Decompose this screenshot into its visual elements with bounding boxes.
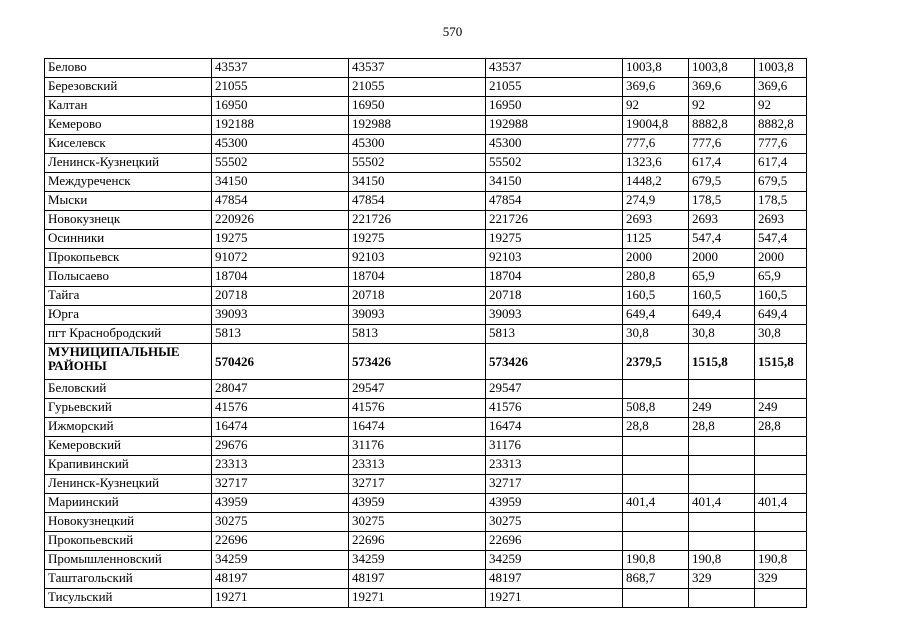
cell-col-6: 92 [689, 97, 755, 116]
table-row [45, 437, 807, 456]
cell-col-6: 160,5 [689, 287, 755, 306]
cell-col-7: 2000 [755, 249, 807, 268]
cell-col-2: 220926 [212, 211, 349, 230]
cell-col-5: 401,4 [623, 494, 689, 513]
cell-col-7: 1515,8 [755, 344, 807, 380]
cell-col-7: 8882,8 [755, 116, 807, 135]
cell-col-4: 221726 [486, 211, 623, 230]
cell-col-3: 19271 [349, 589, 486, 608]
cell-col-4: 21055 [486, 78, 623, 97]
cell-name: Тисульский [45, 589, 212, 608]
cell-col-3: 16950 [349, 97, 486, 116]
cell-col-5: 1003,8 [623, 59, 689, 78]
cell-col-2: 45300 [212, 135, 349, 154]
cell-col-7 [755, 513, 807, 532]
cell-col-3: 34259 [349, 551, 486, 570]
cell-col-6: 28,8 [689, 418, 755, 437]
table-row [45, 456, 807, 475]
cell-col-3: 5813 [349, 325, 486, 344]
cell-col-4: 45300 [486, 135, 623, 154]
table-row [45, 513, 807, 532]
cell-col-7 [755, 437, 807, 456]
cell-col-7: 178,5 [755, 192, 807, 211]
cell-col-6 [689, 475, 755, 494]
cell-col-7: 777,6 [755, 135, 807, 154]
cell-col-2: 39093 [212, 306, 349, 325]
table-row [45, 116, 807, 135]
cell-col-3: 34150 [349, 173, 486, 192]
cell-col-6: 679,5 [689, 173, 755, 192]
cell-col-7: 329 [755, 570, 807, 589]
cell-col-4: 30275 [486, 513, 623, 532]
cell-col-5: 92 [623, 97, 689, 116]
cell-col-3: 23313 [349, 456, 486, 475]
cell-col-3: 45300 [349, 135, 486, 154]
cell-col-4: 34259 [486, 551, 623, 570]
cell-col-4: 43537 [486, 59, 623, 78]
cell-col-2: 43537 [212, 59, 349, 78]
table-row [45, 287, 807, 306]
cell-name: Прокопьевск [45, 249, 212, 268]
cell-name: Кемеровский [45, 437, 212, 456]
cell-col-5: 369,6 [623, 78, 689, 97]
cell-col-2: 5813 [212, 325, 349, 344]
cell-col-4: 32717 [486, 475, 623, 494]
table-row [45, 154, 807, 173]
cell-name: Осинники [45, 230, 212, 249]
cell-col-6: 401,4 [689, 494, 755, 513]
cell-name: Беловский [45, 380, 212, 399]
cell-col-7: 92 [755, 97, 807, 116]
cell-col-4: 29547 [486, 380, 623, 399]
cell-col-5: 280,8 [623, 268, 689, 287]
cell-col-3: 55502 [349, 154, 486, 173]
cell-name: Кемерово [45, 116, 212, 135]
cell-col-2: 570426 [212, 344, 349, 380]
cell-col-5: 2379,5 [623, 344, 689, 380]
table-row [45, 494, 807, 513]
cell-col-4: 19271 [486, 589, 623, 608]
table-row [45, 192, 807, 211]
cell-col-6: 369,6 [689, 78, 755, 97]
cell-name: Новокузнецкий [45, 513, 212, 532]
cell-col-7: 249 [755, 399, 807, 418]
cell-col-6 [689, 456, 755, 475]
cell-col-5 [623, 437, 689, 456]
cell-col-2: 55502 [212, 154, 349, 173]
table-row [45, 173, 807, 192]
cell-col-7: 649,4 [755, 306, 807, 325]
cell-col-3: 92103 [349, 249, 486, 268]
cell-col-3: 16474 [349, 418, 486, 437]
cell-col-2: 19271 [212, 589, 349, 608]
cell-col-5: 649,4 [623, 306, 689, 325]
cell-col-5 [623, 589, 689, 608]
table-row [45, 325, 807, 344]
cell-col-6: 190,8 [689, 551, 755, 570]
table-row [45, 475, 807, 494]
cell-name: Прокопьевский [45, 532, 212, 551]
table-row [45, 211, 807, 230]
cell-col-3: 31176 [349, 437, 486, 456]
cell-col-3: 221726 [349, 211, 486, 230]
cell-col-4: 48197 [486, 570, 623, 589]
cell-col-6: 1515,8 [689, 344, 755, 380]
cell-col-4: 22696 [486, 532, 623, 551]
cell-col-7 [755, 380, 807, 399]
cell-col-5: 1125 [623, 230, 689, 249]
cell-col-2: 18704 [212, 268, 349, 287]
cell-col-7 [755, 456, 807, 475]
cell-col-7: 679,5 [755, 173, 807, 192]
cell-col-5: 868,7 [623, 570, 689, 589]
cell-col-3: 41576 [349, 399, 486, 418]
cell-name: Ижморский [45, 418, 212, 437]
cell-col-5: 2693 [623, 211, 689, 230]
cell-name: Калтан [45, 97, 212, 116]
cell-col-4: 47854 [486, 192, 623, 211]
cell-col-6 [689, 532, 755, 551]
table-body [45, 59, 807, 608]
cell-name: МУНИЦИПАЛЬНЫЕ РАЙОНЫ [45, 344, 212, 380]
cell-name: Ленинск-Кузнецкий [45, 475, 212, 494]
cell-col-2: 28047 [212, 380, 349, 399]
cell-col-7 [755, 532, 807, 551]
cell-col-5: 777,6 [623, 135, 689, 154]
cell-col-5: 160,5 [623, 287, 689, 306]
cell-name: Тайга [45, 287, 212, 306]
cell-col-7 [755, 475, 807, 494]
cell-col-4: 16950 [486, 97, 623, 116]
cell-col-4: 19275 [486, 230, 623, 249]
cell-col-2: 23313 [212, 456, 349, 475]
cell-col-4: 39093 [486, 306, 623, 325]
cell-col-5 [623, 475, 689, 494]
cell-col-5: 30,8 [623, 325, 689, 344]
table-row [45, 78, 807, 97]
cell-col-6: 30,8 [689, 325, 755, 344]
cell-col-3: 43959 [349, 494, 486, 513]
cell-col-2: 22696 [212, 532, 349, 551]
cell-name: Таштагольский [45, 570, 212, 589]
table-row [45, 59, 807, 78]
cell-col-3: 43537 [349, 59, 486, 78]
cell-col-4: 31176 [486, 437, 623, 456]
cell-col-4: 55502 [486, 154, 623, 173]
cell-col-5 [623, 513, 689, 532]
cell-col-3: 32717 [349, 475, 486, 494]
table-row [45, 268, 807, 287]
cell-col-6: 2693 [689, 211, 755, 230]
cell-col-4: 192988 [486, 116, 623, 135]
table-row [45, 230, 807, 249]
cell-col-7: 1003,8 [755, 59, 807, 78]
cell-col-7: 2693 [755, 211, 807, 230]
cell-col-6 [689, 589, 755, 608]
cell-col-5 [623, 532, 689, 551]
cell-col-5: 274,9 [623, 192, 689, 211]
cell-col-4: 23313 [486, 456, 623, 475]
cell-col-4: 43959 [486, 494, 623, 513]
table-row [45, 380, 807, 399]
cell-col-5 [623, 456, 689, 475]
cell-col-6: 65,9 [689, 268, 755, 287]
cell-col-2: 192188 [212, 116, 349, 135]
cell-col-6: 649,4 [689, 306, 755, 325]
cell-col-3: 39093 [349, 306, 486, 325]
cell-col-4: 34150 [486, 173, 623, 192]
cell-col-5: 508,8 [623, 399, 689, 418]
cell-name: Белово [45, 59, 212, 78]
cell-col-6: 547,4 [689, 230, 755, 249]
table-row [45, 249, 807, 268]
cell-col-6: 8882,8 [689, 116, 755, 135]
cell-col-6: 617,4 [689, 154, 755, 173]
cell-name: Новокузнецк [45, 211, 212, 230]
table-row [45, 97, 807, 116]
cell-col-3: 29547 [349, 380, 486, 399]
cell-col-2: 20718 [212, 287, 349, 306]
cell-col-6 [689, 380, 755, 399]
cell-col-3: 47854 [349, 192, 486, 211]
cell-col-7: 401,4 [755, 494, 807, 513]
cell-col-3: 192988 [349, 116, 486, 135]
cell-col-7 [755, 589, 807, 608]
cell-col-7: 190,8 [755, 551, 807, 570]
cell-col-7: 65,9 [755, 268, 807, 287]
cell-name: Крапивинский [45, 456, 212, 475]
cell-name: Гурьевский [45, 399, 212, 418]
cell-col-4: 5813 [486, 325, 623, 344]
cell-col-5: 190,8 [623, 551, 689, 570]
cell-col-3: 20718 [349, 287, 486, 306]
cell-col-2: 43959 [212, 494, 349, 513]
cell-name: Киселевск [45, 135, 212, 154]
cell-col-7: 30,8 [755, 325, 807, 344]
cell-col-4: 573426 [486, 344, 623, 380]
cell-col-6: 329 [689, 570, 755, 589]
table-row [45, 532, 807, 551]
cell-col-2: 34259 [212, 551, 349, 570]
table-row [45, 344, 807, 380]
cell-col-4: 20718 [486, 287, 623, 306]
cell-col-6: 178,5 [689, 192, 755, 211]
cell-col-3: 18704 [349, 268, 486, 287]
cell-col-6: 777,6 [689, 135, 755, 154]
cell-col-2: 47854 [212, 192, 349, 211]
cell-col-5: 19004,8 [623, 116, 689, 135]
cell-col-3: 21055 [349, 78, 486, 97]
cell-col-5: 2000 [623, 249, 689, 268]
cell-col-7: 547,4 [755, 230, 807, 249]
cell-col-2: 91072 [212, 249, 349, 268]
cell-col-2: 30275 [212, 513, 349, 532]
cell-name: Ленинск-Кузнецкий [45, 154, 212, 173]
cell-col-2: 19275 [212, 230, 349, 249]
cell-name: Междуреченск [45, 173, 212, 192]
cell-name: Березовский [45, 78, 212, 97]
cell-name: Полысаево [45, 268, 212, 287]
cell-col-6: 1003,8 [689, 59, 755, 78]
cell-col-2: 21055 [212, 78, 349, 97]
cell-col-4: 18704 [486, 268, 623, 287]
cell-col-2: 16474 [212, 418, 349, 437]
table-row [45, 589, 807, 608]
cell-col-5 [623, 380, 689, 399]
cell-col-7: 369,6 [755, 78, 807, 97]
cell-col-2: 16950 [212, 97, 349, 116]
cell-col-3: 30275 [349, 513, 486, 532]
cell-col-3: 573426 [349, 344, 486, 380]
table-row [45, 135, 807, 154]
table-row [45, 418, 807, 437]
cell-col-5: 28,8 [623, 418, 689, 437]
cell-name: Юрга [45, 306, 212, 325]
cell-col-3: 22696 [349, 532, 486, 551]
cell-col-2: 34150 [212, 173, 349, 192]
table-row [45, 570, 807, 589]
cell-col-2: 32717 [212, 475, 349, 494]
cell-name: Мариинский [45, 494, 212, 513]
cell-col-2: 29676 [212, 437, 349, 456]
cell-col-7: 28,8 [755, 418, 807, 437]
cell-col-6: 249 [689, 399, 755, 418]
cell-col-6: 2000 [689, 249, 755, 268]
data-table [44, 58, 807, 608]
cell-col-7: 160,5 [755, 287, 807, 306]
cell-col-6 [689, 513, 755, 532]
cell-col-5: 1448,2 [623, 173, 689, 192]
table-row [45, 306, 807, 325]
cell-col-4: 41576 [486, 399, 623, 418]
cell-col-4: 92103 [486, 249, 623, 268]
cell-col-3: 48197 [349, 570, 486, 589]
cell-col-4: 16474 [486, 418, 623, 437]
page-number: 570 [442, 24, 463, 39]
cell-col-2: 41576 [212, 399, 349, 418]
cell-name: Промышленновский [45, 551, 212, 570]
cell-col-3: 19275 [349, 230, 486, 249]
cell-col-2: 48197 [212, 570, 349, 589]
cell-name: пгт Краснобродский [45, 325, 212, 344]
cell-col-7: 617,4 [755, 154, 807, 173]
cell-col-5: 1323,6 [623, 154, 689, 173]
cell-name: Мыски [45, 192, 212, 211]
table-row [45, 399, 807, 418]
cell-col-6 [689, 437, 755, 456]
table-row [45, 551, 807, 570]
